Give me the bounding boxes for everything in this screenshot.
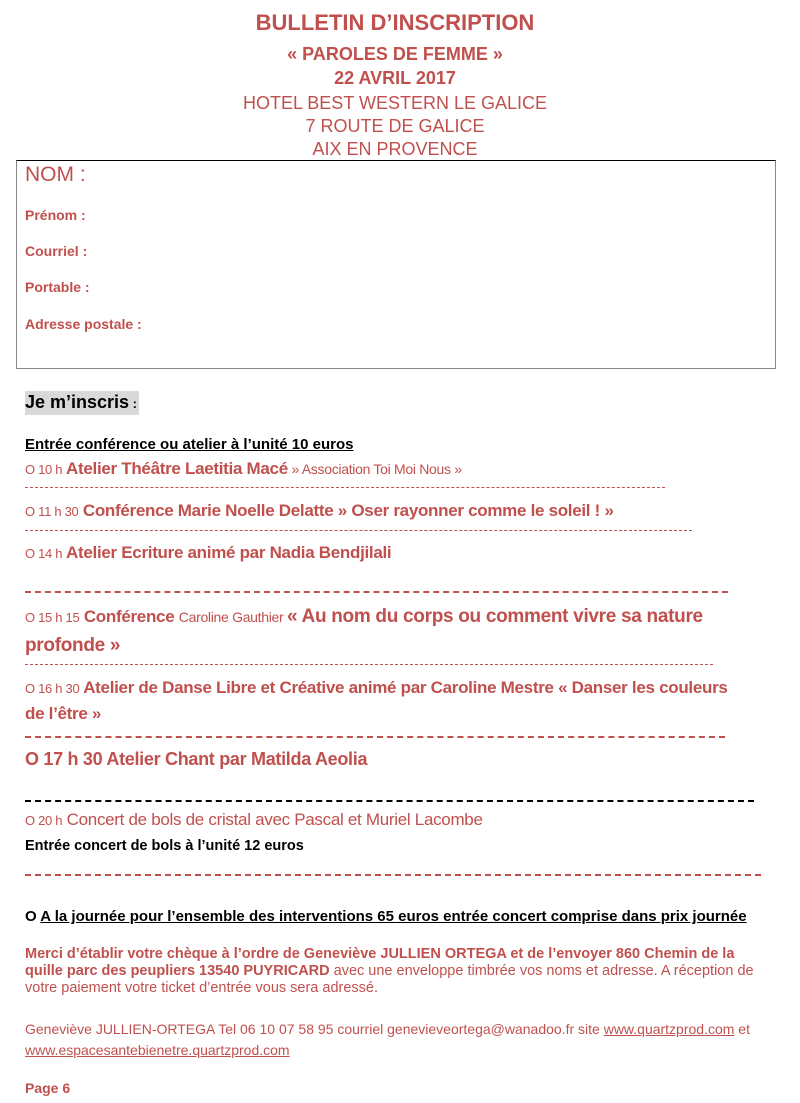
event-title: Conférence — [79, 607, 179, 626]
espacesantebienetre-link[interactable]: www.espacesantebienetre.quartzprod.com — [25, 1042, 290, 1058]
event-subtitle: » Association Toi Moi Nous » — [287, 461, 462, 477]
event-time: O 20 h — [25, 813, 63, 828]
quartzprod-link[interactable]: www.quartzprod.com — [603, 1021, 735, 1037]
event-title: Atelier Théâtre Laetitia Macé — [66, 459, 288, 478]
contact-text: Geneviève JULLIEN-ORTEGA Tel 06 10 07 58 95 courriel genevieveortega@wanadoo.fr site — [25, 1021, 600, 1037]
portable-field-label[interactable]: Portable : — [25, 279, 90, 295]
venue-city: AIX EN PROVENCE — [312, 139, 478, 159]
event-title: Atelier Ecriture animé par Nadia Bendjilali — [62, 543, 392, 562]
dashed-separator — [25, 874, 761, 876]
day-pass-option[interactable] — [25, 906, 770, 928]
venue-name: HOTEL BEST WESTERN LE GALICE — [242, 93, 548, 113]
courriel-field-label[interactable]: Courriel : — [25, 243, 88, 259]
dashed-separator — [25, 800, 754, 802]
dashed-separator — [25, 736, 725, 738]
dashed-separator — [25, 487, 665, 488]
dashed-separator — [25, 591, 728, 593]
concert-price-label: Entrée concert de bols à l’unité 12 euros — [25, 838, 304, 854]
event-option-17h30[interactable] — [25, 747, 367, 771]
payment-instructions-bold: Merci d’établir votre chèque à l’ordre de Geneviève JULLIEN ORTEGA et de l’envoyer 860 Chemin de la quille parc des peupliers 13540 PUYRICARD — [25, 946, 735, 979]
signup-heading — [25, 391, 139, 415]
unit-price-label: Entrée conférence ou atelier à l’unité 10 euros — [25, 436, 354, 453]
event-time: O 10 h — [25, 462, 63, 477]
adresse-field-label[interactable]: Adresse postale : — [25, 316, 142, 332]
event-option-20h[interactable] — [25, 808, 483, 833]
event-option-16h30[interactable] — [25, 675, 745, 726]
event-time: O 16 h 30 — [25, 681, 80, 696]
prenom-field-label[interactable]: Prénom : — [25, 207, 86, 223]
signup-heading-colon: : — [129, 396, 138, 411]
event-title: Concert de bols de cristal avec Pascal et Muriel Lacombe — [62, 810, 483, 829]
signup-heading-text: Je m’inscris — [25, 392, 130, 412]
payment-instructions — [25, 946, 770, 997]
event-title: Atelier de Danse Libre et Créative animé par Caroline Mestre « Danser les couleurs de l’être » — [25, 678, 728, 723]
event-time: O 15 h 15 — [25, 610, 80, 625]
contact-info — [25, 1019, 765, 1061]
payment-instructions-rest: avec une enveloppe timbrée vos noms et adresse. A réception de votre paiement votre ticket d’entrée vous sera adressé. — [25, 963, 754, 996]
event-date: 22 AVRIL 2017 — [334, 68, 456, 88]
event-option-15h15[interactable] — [25, 603, 745, 660]
event-time: O 17 h 30 — [25, 749, 103, 769]
event-title: Atelier Chant par Matilda Aeolia — [102, 749, 368, 769]
event-time: O 14 h — [25, 546, 63, 561]
event-speaker: Caroline Gauthier — [178, 609, 287, 625]
event-name: « PAROLES DE FEMME » — [287, 44, 503, 64]
nom-field-label[interactable]: NOM : — [25, 163, 86, 186]
event-option-10h[interactable] — [25, 457, 462, 482]
link-connector: et — [734, 1021, 750, 1037]
event-option-11h30[interactable] — [25, 499, 614, 524]
document-title: BULLETIN D’INSCRIPTION — [255, 10, 535, 35]
venue-street: 7 ROUTE DE GALICE — [305, 116, 485, 136]
dashed-separator — [25, 664, 713, 665]
event-subtitle: « Au nom du corps ou comment vivre sa nature profonde » — [25, 606, 703, 656]
event-subtitle: » Oser rayonner comme le soleil ! » — [333, 501, 614, 520]
page-number: Page 6 — [25, 1080, 71, 1096]
event-time: O 11 h 30 — [25, 504, 79, 519]
dashed-separator — [25, 530, 692, 531]
event-title: Conférence Marie Noelle Delatte — [78, 501, 334, 520]
registration-form-box — [16, 160, 776, 369]
day-pass-checkbox[interactable]: O — [25, 908, 41, 925]
day-pass-label: A la journée pour l’ensemble des interventions 65 euros entrée concert comprise dans prix journée — [40, 908, 747, 925]
event-option-14h[interactable] — [25, 541, 391, 566]
